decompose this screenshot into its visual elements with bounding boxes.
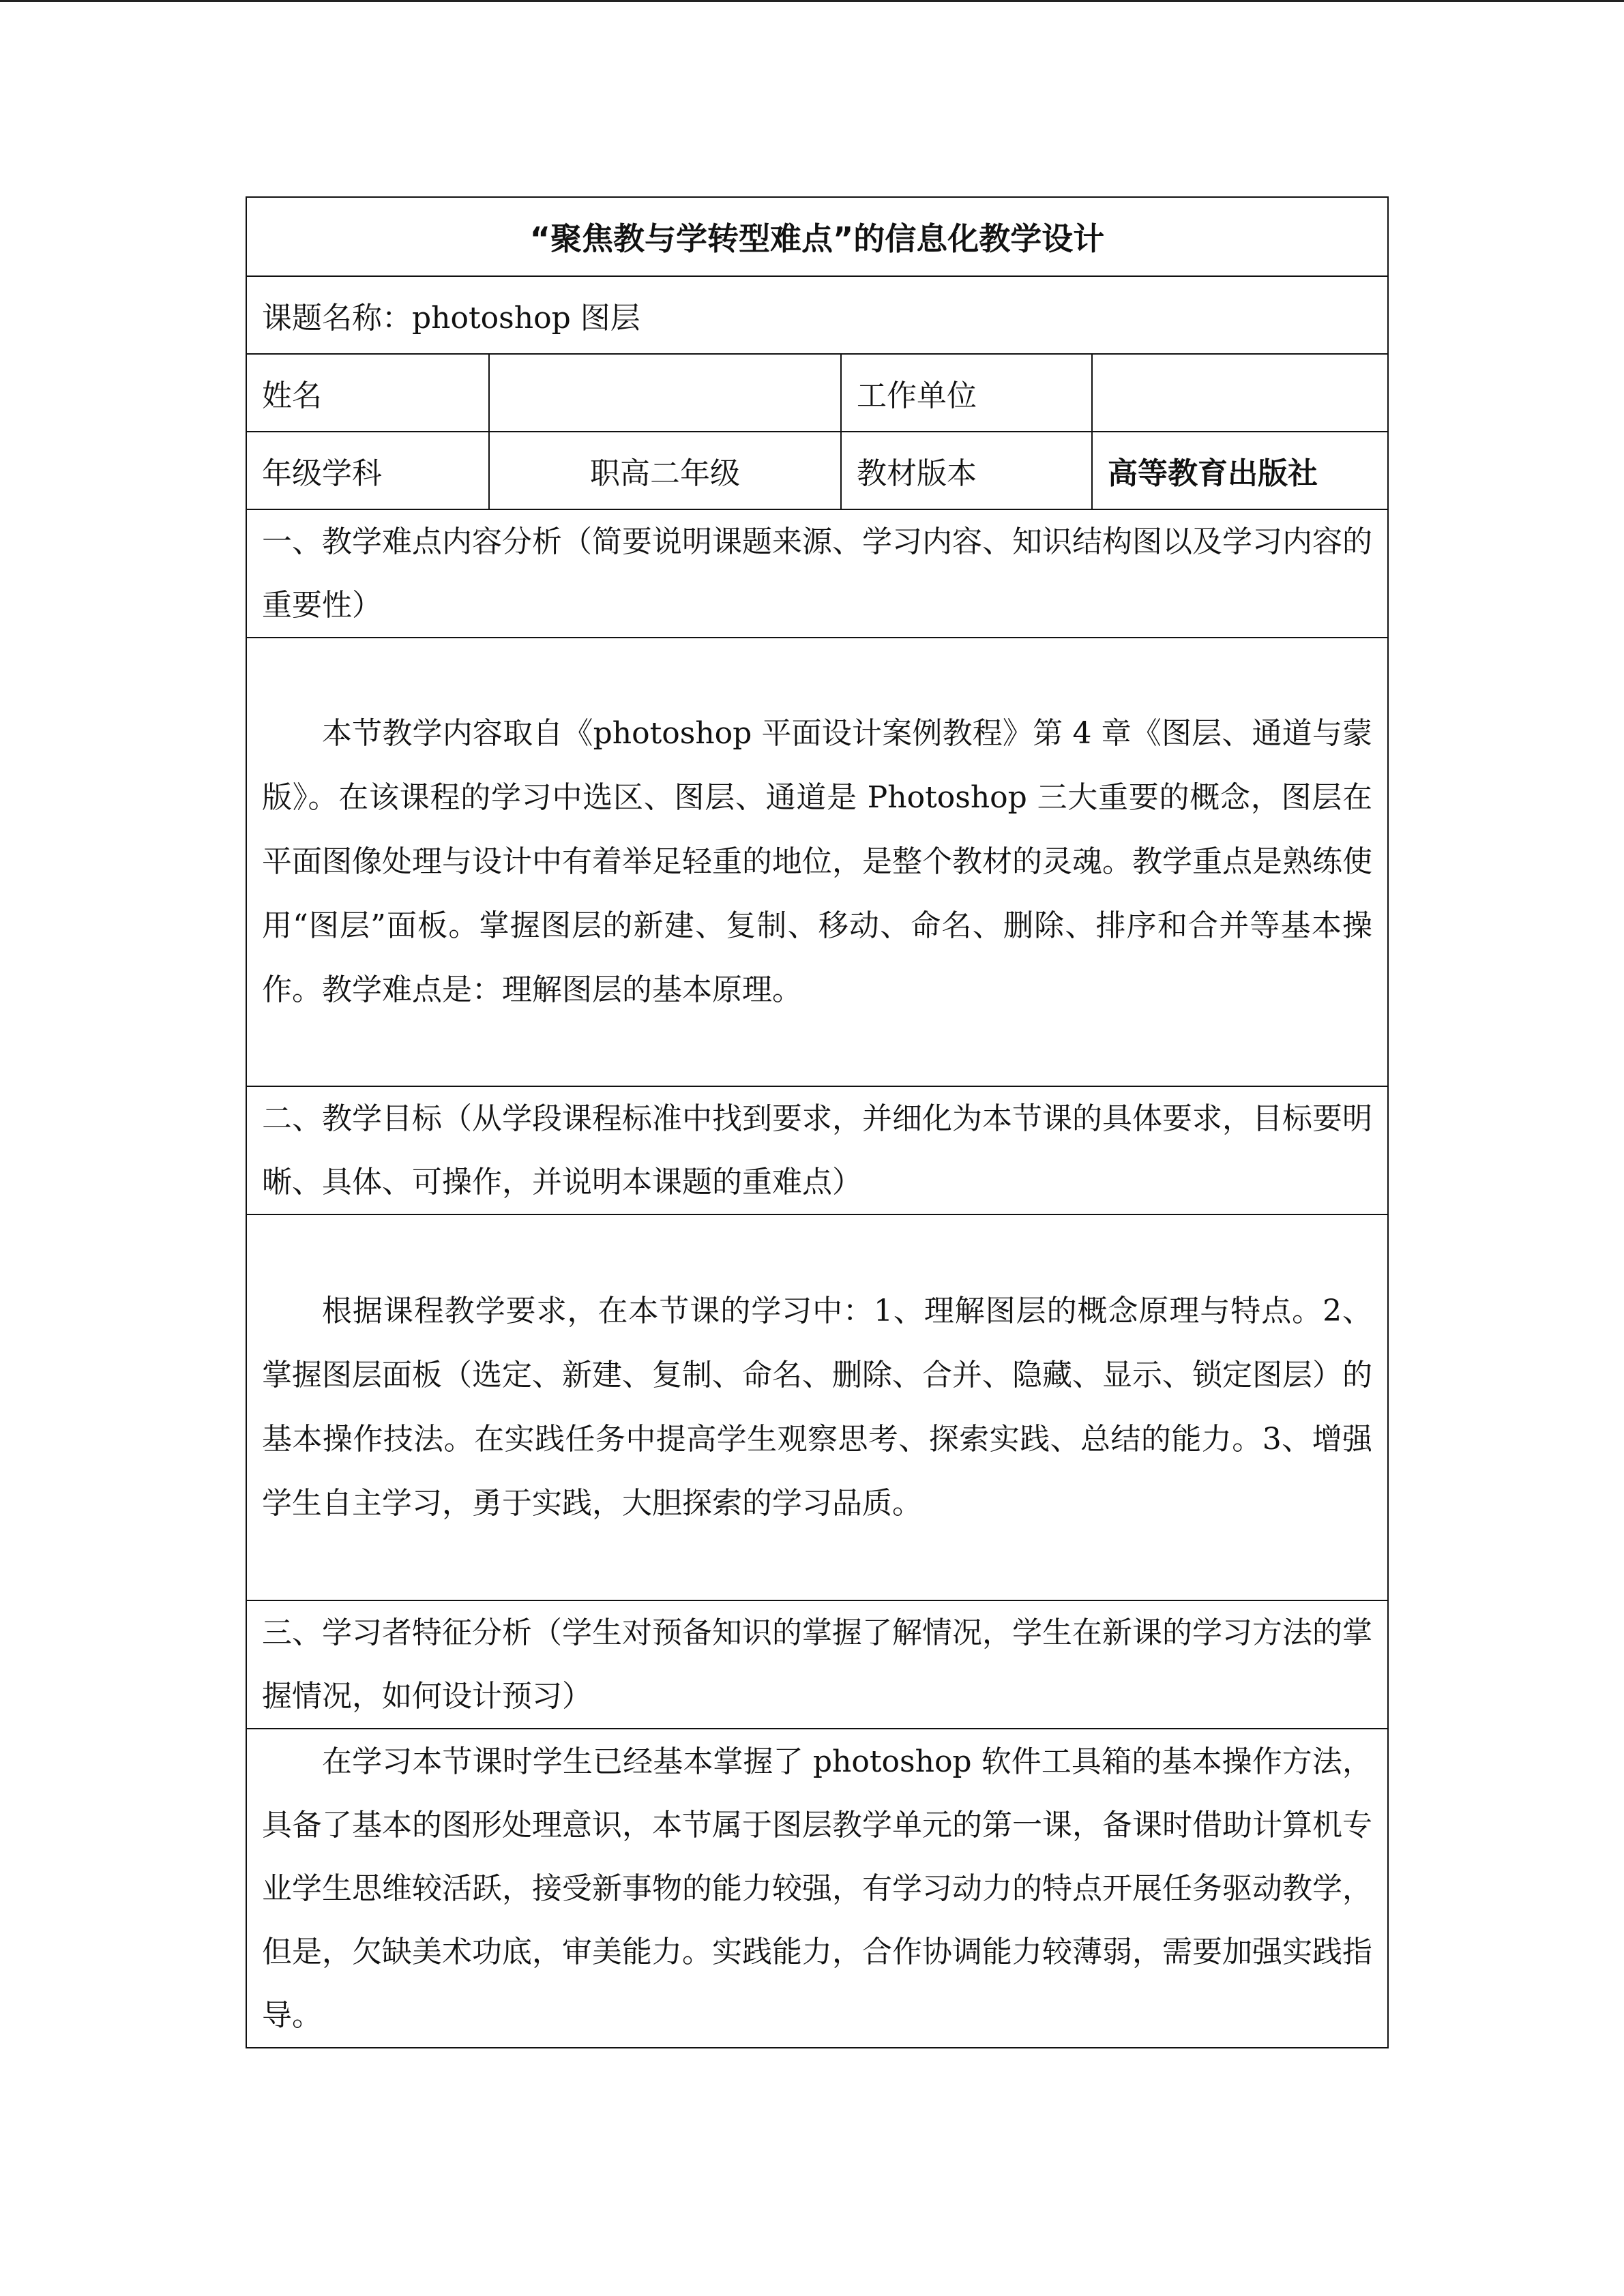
unit-value [1092,354,1388,432]
grade-edition-row [246,432,1388,509]
section-2-body-row [246,1214,1388,1600]
title-row [246,197,1388,276]
section-1-heading-row [246,509,1388,638]
section-3-body: 在学习本节课时学生已经基本掌握了 photoshop 软件工具箱的基本操作方法，具备了基本的图形处理意识，本节属于图层教学单元的第一课，备课时借助计算机专业学生思维较活跃，接受新事物的能力较强，有学习动力的特点开展任务驱动教学，但是，欠缺美术功底，审美能力。实践能力，合作协调能力较薄弱，需要加强实践指导。 [262,1744,1373,2033]
section-1-body: 本节教学内容取自《photoshop 平面设计案例教程》第 4 章《图层、通道与蒙版》。在该课程的学习中选区、图层、通道是 Photoshop 三大重要的概念，图层在平面图像处理与设计中有着举足轻重的地位，是整个教材的灵魂。教学重点是熟练使用“图层”面板。掌握图层的新建、复制、移动、命名、删除、排序和合并等基本操作。教学难点是：理解图层的基本原理。 [262,716,1373,1007]
grade-label: 年级学科 [246,432,489,509]
section-3-heading: 三、学习者特征分析（学生对预备知识的掌握了解情况，学生在新课的学习方法的掌握情况，如何设计预习） [246,1600,1388,1729]
grade-value: 职高二年级 [489,432,841,509]
section-2-body-cell [246,1214,1388,1600]
name-value [489,354,841,432]
section-3-body-cell [246,1729,1388,2048]
course-name: 课题名称：photoshop 图层 [246,276,1388,354]
section-3-heading-row [246,1600,1388,1729]
section-2-heading: 二、教学目标（从学段课程标准中找到要求，并细化为本节课的具体要求，目标要明晰、具体、可操作，并说明本课题的重难点） [246,1086,1388,1214]
teaching-design-table [246,196,1389,2048]
name-unit-row [246,354,1388,432]
page-top-rule [0,0,1624,2]
course-row [246,276,1388,354]
section-2-body: 根据课程教学要求，在本节课的学习中：1、理解图层的概念原理与特点。2、掌握图层面板（选定、新建、复制、命名、删除、合并、隐藏、显示、锁定图层）的基本操作技法。在实践任务中提高学生观察思考、探索实践、总结的能力。3、增强学生自主学习，勇于实践，大胆探索的学习品质。 [262,1294,1373,1521]
section-1-heading: 一、教学难点内容分析（简要说明课题来源、学习内容、知识结构图以及学习内容的重要性） [246,509,1388,638]
section-1-body-row [246,638,1388,1086]
document-title: “聚焦教与学转型难点”的信息化教学设计 [246,197,1388,276]
edition-label: 教材版本 [841,432,1092,509]
section-2-heading-row [246,1086,1388,1214]
section-1-body-cell [246,638,1388,1086]
unit-label: 工作单位 [841,354,1092,432]
edition-value: 高等教育出版社 [1092,432,1388,509]
name-label: 姓名 [246,354,489,432]
section-3-body-row [246,1729,1388,2048]
